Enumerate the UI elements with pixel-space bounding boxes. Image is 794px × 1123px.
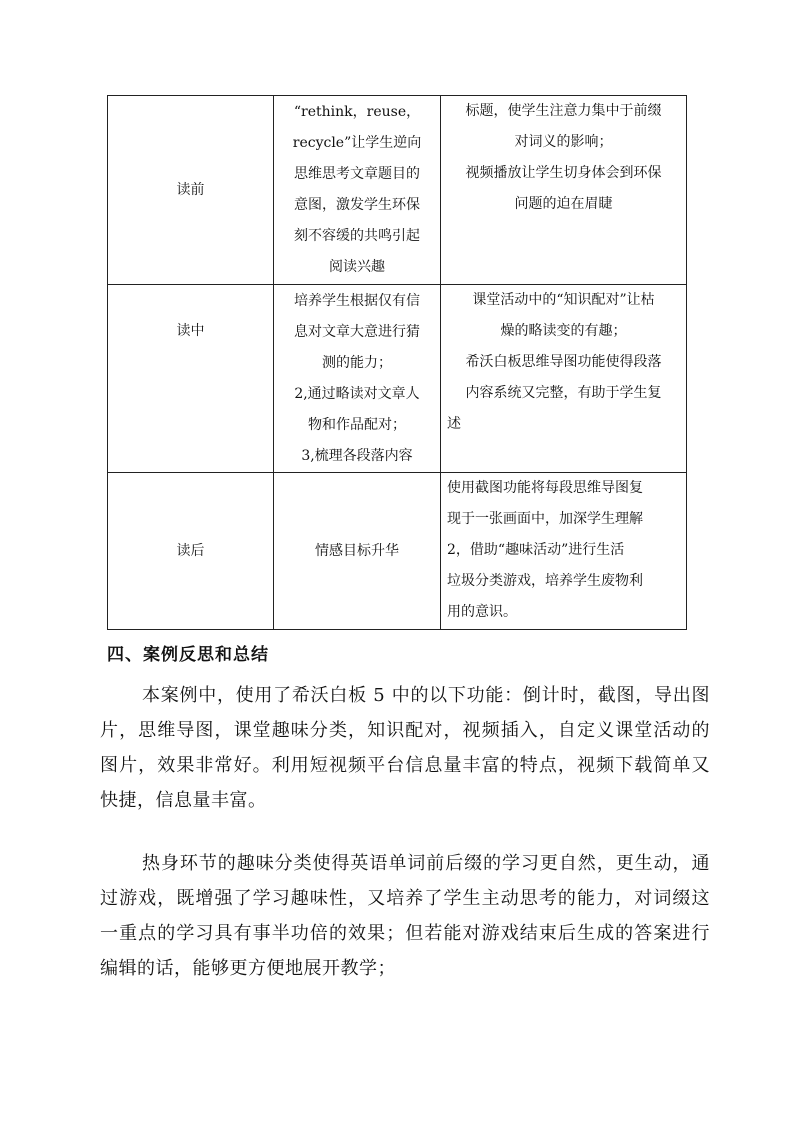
body-paragraph: 热身环节的趣味分类使得英语单词前后缀的学习更自然，更生动，通过游戏，既增强了学习趣味性，又培养了学生主动思考的能力，对词缀这一重点的学习具有事半功倍的效果；但若能对游戏结束后生成的答案进行编辑的话，能够更方便地展开教学； — [100, 853, 710, 979]
goal-line: 思维思考文章题目的 — [294, 166, 420, 182]
goal-cell — [274, 473, 441, 630]
goal-line: 阅读兴趣 — [329, 259, 385, 275]
goal-cell — [274, 285, 441, 473]
goal-line: recycle”让学生逆向 — [292, 135, 422, 151]
stage-cell: 读前 — [108, 96, 274, 285]
effect-line: 视频播放让学生切身体会到环保 — [465, 165, 662, 181]
effect-line: 课堂活动中的“知识配对”让枯 — [472, 292, 655, 308]
effect-line: 2，借助“趣味活动”进行生活 — [447, 542, 625, 558]
goal-line: 息对文章大意进行猜 — [294, 323, 420, 340]
effect-line: 燥的略读变的有趣； — [500, 323, 627, 339]
effect-line: 用的意识。 — [447, 604, 517, 620]
effect-cell — [441, 96, 687, 285]
effect-line: 对词义的影响； — [514, 134, 613, 150]
goal-line: 意图，激发学生环保 — [294, 197, 420, 213]
goal-line: 培养学生根据仅有信 — [294, 292, 420, 309]
effect-line: 问题的迫在眉睫 — [514, 196, 613, 212]
table-row-post-reading — [108, 473, 687, 630]
teaching-stage-table — [107, 95, 687, 630]
body-paragraph: 本案例中，使用了希沃白板 5 中的以下功能：倒计时，截图，导出图片，思维导图，课堂趣味分类，知识配对，视频插入，自定义课堂活动的图片，效果非常好。利用短视频平台信息量丰富的特点，视频下载简单又快捷，信息量丰富。 — [100, 685, 710, 811]
table-row-pre-reading — [108, 96, 687, 285]
goal-line: 情感目标升华 — [315, 542, 399, 559]
effect-line: 使用截图功能将每段思维导图复 — [447, 480, 643, 496]
stage-cell: 读中 — [108, 285, 274, 473]
goal-line: 3,梳理各段落内容 — [301, 447, 413, 464]
effect-line: 垃圾分类游戏，培养学生废物利 — [447, 573, 643, 589]
effect-line: 内容系统又完整，有助于学生复 — [465, 385, 662, 401]
table-row-while-reading — [108, 285, 687, 473]
effect-cell — [441, 473, 687, 630]
section-heading: 四、案例反思和总结 — [107, 645, 269, 665]
effect-line: 标题，使学生注意力集中于前缀 — [465, 103, 662, 119]
goal-line: 测的能力； — [322, 354, 392, 371]
goal-line: 2,通过略读对文章人 — [294, 385, 420, 402]
stage-cell: 读后 — [108, 473, 274, 630]
goal-cell — [274, 96, 441, 285]
goal-line: 物和作品配对； — [308, 416, 406, 433]
goal-line: 刻不容缓的共鸣引起 — [294, 228, 420, 244]
effect-line: 希沃白板思维导图功能使得段落 — [465, 354, 662, 370]
effect-line: 现于一张画面中，加深学生理解 — [447, 511, 643, 527]
goal-line: “rethink，reuse， — [293, 104, 421, 120]
effect-cell — [441, 285, 687, 473]
effect-line: 述 — [447, 416, 461, 432]
